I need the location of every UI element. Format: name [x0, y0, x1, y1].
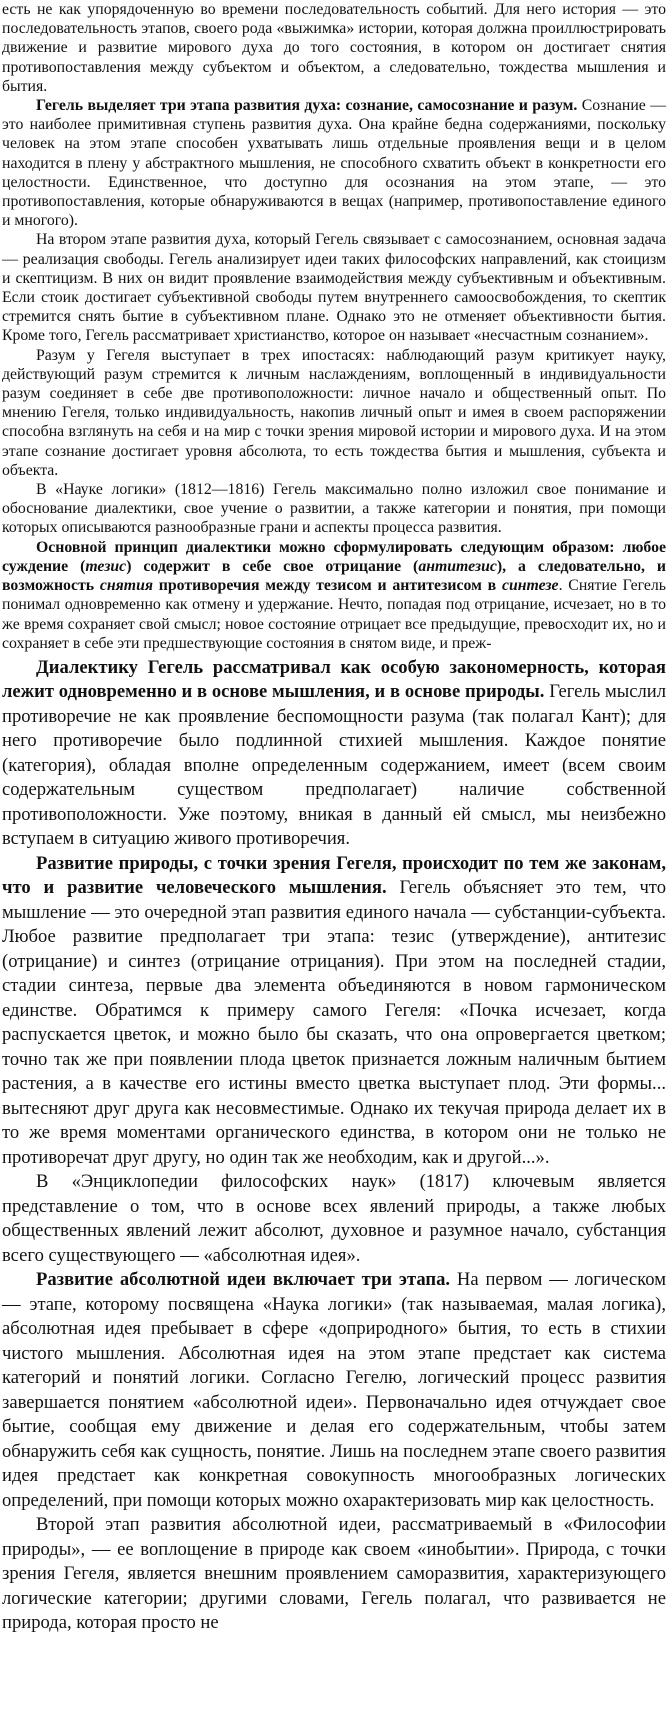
text-run: Гегель мыслил противоречие не как проявление беспомощности разума (так полагал Кант); для него противоречие было подлинной стихией мышления. Каждое понятие (категория), обладая вполне определенным содержанием, имеет (всем своим содержательным существом предполагает) наличие собственной противоположности. Уже поэтому, вникая в данный ей смысл, мы неизбежно вступаем в ситуацию живого противоречия. [2, 681, 666, 850]
paragraph-9 [2, 1170, 666, 1268]
text-run: Гегель объясняет это тем, что мышление — это очередной этап развития единого начала — субстанции-субъекта. Любое развитие предполагает три этапа: тезис (утверждение), антитезис (отрицание) и синтез (отрицание отрицания). При этом на последней стадии, стадии синтеза, первые два элемента объединяются в новом гармоническом единстве. Обратимся к примеру самого Гегеля: «Почка исчезает, когда распускается цветок, и можно было бы сказать, что она опровергается цветком; точно так же при появлении плода цветок признается ложным наличным бытием растения, а в качестве его истины вместо цветка выступает плод. Эти формы... вытесняют друг друга как несовместимые. Однако их текучая природа делает их в то же время моментами органического единства, в котором они не только не противоречат друг другу, но один так же необходим, как и другой...». [2, 877, 666, 1168]
text-run: есть не как упорядоченную во времени последовательность событий. Для него история — это последовательность этапов, своего рода «выжимка» истории, которая должна проиллюстрировать движение и развитие мирового духа до того состояния, в котором он достигает снятия противопоставления между субъектом и объектом, а следовательно, тождества мышления и бытия. [2, 1, 666, 95]
bold-thesis: противоречия между тезисом и антитезисом в [153, 577, 502, 595]
text-run: На втором этапе развития духа, который Гегель связывает с самосознанием, основная задача — реализация свободы. Гегель анализирует идеи таких философских направлений, как стоицизм и скептицизм. В них он видит проявление взаимодействия между субъективным и объективным. Если стоик достигает субъективной свободы путем внутреннего самоосвобождения, то скептик стремится снять бытие в субъективном плане. Однако это не отменяет объективности бытия. Кроме того, Гегель рассматривает христианство, которое он называет «несчастным сознанием». [2, 231, 666, 345]
bold-thesis: Развитие природы, с точки зрения Гегеля, происходит по тем же законам, что и развитие человеческого мышления. [2, 852, 666, 899]
paragraph-2 [2, 96, 666, 230]
text-run: . Снятие Гегель понимал одновременно как отмену и удержание. Нечто, попадая под отрицание, исчезает, но в то же время сохраняет свой смысл; новое состояние отрицает все предыдущие, превосходит их, но и сохраняет в себе эти предшествующие состояния в снятом виде, и преж- [2, 577, 666, 652]
text-run: В «Энциклопедии философских наук» (1817) ключевым является представление о том, что в основе всех явлений природы, а также любых общественных явлений лежит абсолют, духовное и разумное начало, субстанция всего существующего — «абсолютная идея». [2, 1171, 666, 1266]
italic-term: тезис [85, 557, 127, 575]
paragraph-3 [2, 230, 666, 345]
paragraph-1 [2, 0, 666, 96]
paragraph-6 [2, 538, 666, 653]
paragraph-11 [2, 1513, 666, 1636]
bold-thesis: Развитие абсолютной идеи включает три этапа. [36, 1269, 451, 1291]
text-run: Второй этап развития абсолютной идеи, рассматриваемый в «Философии природы», — ее воплощение в природе как своем «инобытии». Природа, с точки зрения Гегеля, является внешним проявлением саморазвития, характеризующего логические категории; другими словами, Гегель полагал, что развивается не природа, которая просто не [2, 1514, 666, 1634]
italic-term: синтезе [501, 577, 559, 595]
paragraph-10 [2, 1268, 666, 1513]
bold-thesis: ), а следовательно, и возможность [2, 557, 666, 595]
text-run: Разум у Гегеля выступает в трех ипостасях: наблюдающий разум критикует науку, действующий разум стремится к личным наслаждениям, воплощенный в индивидуальности разум соединяет в себе две противоположности: личное начало и общественный опыт. По мнению Гегеля, только индивидуальность, накопив личный опыт и имея в своем распоряжении способна взглянуть на себя и на мир с точки зрения мировой истории и мирового духа. И на этом этапе сознание достигает уровня абсолюта, то есть тождества бытия и мышления, субъекта и объекта. [2, 346, 666, 479]
bold-thesis: ) содержит в себе свое отрицание ( [126, 557, 419, 575]
text-run: В «Науке логики» (1812—1816) Гегель максимально полно изложил свое понимание и обоснование диалектики, свое учение о развитии, а также категории и понятия, при помощи которых описываются разнообразные грани и аспекты процесса развития. [2, 481, 666, 537]
text-run: На первом — логическом — этапе, которому посвящена «Наука логики» (так называемая, малая логика), абсолютная идея пребывает в сфере «доприродного» бытия, то есть в стихии чистого мышления. Абсолютная идея на этом этапе предстает как система категорий и понятий логики. Согласно Гегелю, логический процесс развития завершается понятием «абсолютной идеи». Первоначально идея отчуждает свое бытие, сообщая ему движение и делая его содержательным, чтобы затем обнаружить себя как сущность, понятие. Лишь на последнем этапе своего развития идея предстает как конкретная совокупность многообразных логических определений, при помощи которых можно охарактеризовать мир как целостность. [2, 1269, 666, 1511]
italic-term: антитезис [418, 557, 497, 575]
paragraph-7 [2, 656, 666, 852]
paragraph-5 [2, 480, 666, 538]
bold-thesis: Основной принцип диалектики можно сформулировать следующим образом: любое суждение ( [2, 538, 666, 575]
italic-term: снятия [99, 577, 153, 595]
bold-thesis: Диалектику Гегель рассматривал как особую закономерность, которая лежит одновременно и в основе мышления, и в основе природы. [2, 656, 666, 703]
text-run: Сознание — это наиболее примитивная ступень развития духа. Она крайне бедна содержаниями, поскольку человек на этом этапе способен ухватывать лишь отдельные проявления вещи и в целом находится в плену у абстрактного мышления, не способного схватить объект в конкретности его целостности. Единственное, что доступно для осознания на этом этапе, — это противопоставления, которые обнаруживаются в вещах (например, противопоставление единого и многого). [2, 97, 666, 230]
paragraph-4 [2, 346, 666, 480]
paragraph-8 [2, 852, 666, 1171]
bold-thesis: Гегель выделяет три этапа развития духа: сознание, самосознание и разум. [36, 97, 578, 115]
